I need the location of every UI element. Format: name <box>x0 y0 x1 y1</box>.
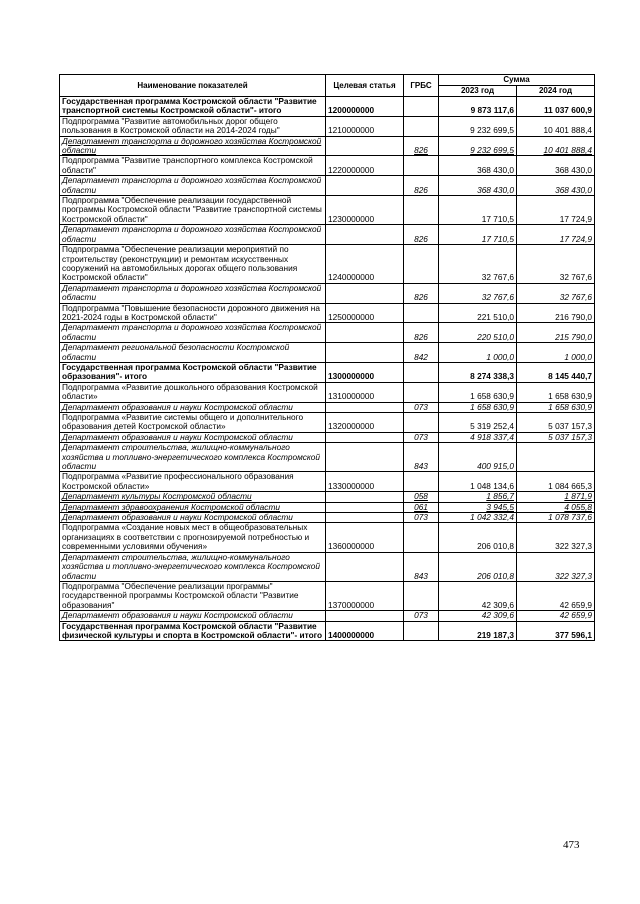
table-header <box>60 75 595 97</box>
row-name-cell: Департамент региональной безопасности Костромской области <box>60 343 326 363</box>
row-name-cell: Департамент транспорта и дорожного хозяйства Костромской области <box>60 136 326 156</box>
row-value-2023-cell: 368 430,0 <box>439 156 517 176</box>
table-row <box>60 225 595 245</box>
row-value-2023-cell: 9 232 699,5 <box>439 116 517 136</box>
row-grbs-cell: 826 <box>404 225 439 245</box>
row-grbs-cell: 842 <box>404 343 439 363</box>
row-code-cell <box>326 402 404 412</box>
row-value-2024-cell: 322 327,3 <box>517 523 595 552</box>
table-row <box>60 382 595 402</box>
budget-table <box>59 74 595 641</box>
table-row <box>60 552 595 581</box>
row-value-2023-cell: 8 274 338,3 <box>439 362 517 382</box>
table-row <box>60 196 595 225</box>
table-row <box>60 402 595 412</box>
table-row <box>60 581 595 610</box>
row-value-2024-cell: 215 790,0 <box>517 323 595 343</box>
row-value-2023-cell: 219 187,3 <box>439 621 517 641</box>
row-name-cell: Департамент образования и науки Костромской области <box>60 432 326 442</box>
row-code-cell <box>326 611 404 621</box>
row-code-cell <box>326 225 404 245</box>
row-value-2024-cell: 5 037 157,3 <box>517 413 595 433</box>
row-grbs-cell: 073 <box>404 432 439 442</box>
row-name-cell: Департамент строительства, жилищно-коммунального хозяйства и топливно-энергетического комплекса Костромской области <box>60 552 326 581</box>
header-code: Целевая статья <box>326 75 404 97</box>
row-grbs-cell <box>404 116 439 136</box>
row-value-2024-cell: 10 401 888,4 <box>517 136 595 156</box>
table-row <box>60 432 595 442</box>
row-value-2023-cell: 32 767,6 <box>439 283 517 303</box>
row-name-cell: Подпрограмма "Развитие транспортного комплекса Костромской области" <box>60 156 326 176</box>
row-name-cell: Подпрограмма «Создание новых мест в общеобразовательных организациях в соответствии с прогнозируемой потребностью и современными условиями обучения» <box>60 523 326 552</box>
table-row <box>60 283 595 303</box>
header-year-2023: 2023 год <box>439 86 517 97</box>
row-code-cell: 1300000000 <box>326 362 404 382</box>
row-value-2023-cell: 9 873 117,6 <box>439 97 517 117</box>
row-grbs-cell: 073 <box>404 513 439 523</box>
row-code-cell <box>326 552 404 581</box>
row-value-2023-cell: 1 658 630,9 <box>439 382 517 402</box>
row-value-2024-cell: 10 401 888,4 <box>517 116 595 136</box>
row-grbs-cell <box>404 382 439 402</box>
table-row <box>60 245 595 284</box>
row-name-cell: Подпрограмма "Обеспечение реализации мероприятий по строительству (реконструкции) и ремонтам искусственных сооружений на автомобильных дорогах общего пользования Костромской области" <box>60 245 326 284</box>
table-row <box>60 413 595 433</box>
row-grbs-cell <box>404 581 439 610</box>
row-value-2024-cell <box>517 443 595 472</box>
row-value-2023-cell: 220 510,0 <box>439 323 517 343</box>
table-row <box>60 443 595 472</box>
row-grbs-cell: 826 <box>404 136 439 156</box>
row-code-cell <box>326 502 404 512</box>
row-code-cell <box>326 443 404 472</box>
row-grbs-cell <box>404 621 439 641</box>
row-value-2024-cell: 42 659,9 <box>517 581 595 610</box>
row-name-cell: Подпрограмма "Развитие автомобильных дорог общего пользования в Костромской области на 2014-2024 годы" <box>60 116 326 136</box>
row-name-cell: Департамент здравоохранения Костромской области <box>60 502 326 512</box>
row-code-cell: 1240000000 <box>326 245 404 284</box>
row-grbs-cell: 843 <box>404 552 439 581</box>
row-value-2023-cell: 42 309,6 <box>439 611 517 621</box>
row-grbs-cell <box>404 196 439 225</box>
row-name-cell: Департамент образования и науки Костромской области <box>60 402 326 412</box>
row-value-2024-cell: 32 767,6 <box>517 245 595 284</box>
row-code-cell <box>326 136 404 156</box>
row-value-2024-cell: 1 658 630,9 <box>517 382 595 402</box>
row-grbs-cell: 843 <box>404 443 439 472</box>
row-name-cell: Департамент образования и науки Костромской области <box>60 611 326 621</box>
row-code-cell: 1220000000 <box>326 156 404 176</box>
row-grbs-cell <box>404 156 439 176</box>
row-code-cell <box>326 323 404 343</box>
row-code-cell <box>326 432 404 442</box>
row-value-2024-cell: 377 596,1 <box>517 621 595 641</box>
row-code-cell <box>326 176 404 196</box>
row-grbs-cell: 826 <box>404 176 439 196</box>
row-value-2024-cell: 368 430,0 <box>517 176 595 196</box>
row-value-2023-cell: 206 010,8 <box>439 523 517 552</box>
row-value-2024-cell: 1 000,0 <box>517 343 595 363</box>
table-row <box>60 611 595 621</box>
row-code-cell: 1370000000 <box>326 581 404 610</box>
row-code-cell <box>326 343 404 363</box>
row-code-cell <box>326 513 404 523</box>
header-year-2024: 2024 год <box>517 86 595 97</box>
row-name-cell: Подпрограмма «Развитие дошкольного образования Костромской области» <box>60 382 326 402</box>
row-value-2024-cell: 42 659,9 <box>517 611 595 621</box>
row-value-2023-cell: 42 309,6 <box>439 581 517 610</box>
table-row <box>60 513 595 523</box>
row-value-2023-cell: 4 918 337,4 <box>439 432 517 442</box>
row-grbs-cell <box>404 97 439 117</box>
table-row <box>60 156 595 176</box>
page-number: 473 <box>563 839 580 851</box>
row-code-cell: 1400000000 <box>326 621 404 641</box>
table-row <box>60 621 595 641</box>
row-value-2023-cell: 17 710,5 <box>439 196 517 225</box>
header-grbs: ГРБС <box>404 75 439 97</box>
row-code-cell: 1360000000 <box>326 523 404 552</box>
table-row <box>60 362 595 382</box>
row-name-cell: Государственная программа Костромской области "Развитие транспортной системы Костромской области"- итого <box>60 97 326 117</box>
row-value-2023-cell: 206 010,8 <box>439 552 517 581</box>
row-value-2023-cell: 1 658 630,9 <box>439 402 517 412</box>
table-row <box>60 523 595 552</box>
row-value-2023-cell: 5 319 252,4 <box>439 413 517 433</box>
table-row <box>60 343 595 363</box>
row-value-2023-cell: 9 232 699,5 <box>439 136 517 156</box>
row-value-2023-cell: 3 945,5 <box>439 502 517 512</box>
row-value-2024-cell: 5 037 157,3 <box>517 432 595 442</box>
row-grbs-cell: 061 <box>404 502 439 512</box>
row-value-2024-cell: 216 790,0 <box>517 303 595 323</box>
row-value-2024-cell: 17 724,9 <box>517 225 595 245</box>
row-grbs-cell: 826 <box>404 283 439 303</box>
row-value-2023-cell: 368 430,0 <box>439 176 517 196</box>
row-value-2023-cell: 1 000,0 <box>439 343 517 363</box>
row-value-2024-cell: 322 327,3 <box>517 552 595 581</box>
row-grbs-cell <box>404 523 439 552</box>
row-name-cell: Департамент образования и науки Костромской области <box>60 513 326 523</box>
row-value-2024-cell: 17 724,9 <box>517 196 595 225</box>
row-code-cell: 1200000000 <box>326 97 404 117</box>
header-name: Наименование показателей <box>60 75 326 97</box>
row-value-2024-cell: 32 767,6 <box>517 283 595 303</box>
row-name-cell: Департамент транспорта и дорожного хозяйства Костромской области <box>60 323 326 343</box>
row-value-2024-cell: 1 078 737,6 <box>517 513 595 523</box>
row-name-cell: Департамент культуры Костромской области <box>60 492 326 502</box>
row-name-cell: Подпрограмма «Развитие профессионального образования Костромской области» <box>60 472 326 492</box>
table-row <box>60 323 595 343</box>
row-grbs-cell: 073 <box>404 402 439 412</box>
table-row <box>60 472 595 492</box>
row-value-2024-cell: 368 430,0 <box>517 156 595 176</box>
row-grbs-cell <box>404 245 439 284</box>
row-grbs-cell <box>404 362 439 382</box>
row-grbs-cell: 058 <box>404 492 439 502</box>
row-grbs-cell: 826 <box>404 323 439 343</box>
row-code-cell <box>326 492 404 502</box>
row-value-2023-cell: 17 710,5 <box>439 225 517 245</box>
row-code-cell: 1230000000 <box>326 196 404 225</box>
row-name-cell: Государственная программа Костромской области "Развитие физической культуры и спорта в Костромской области"- итого <box>60 621 326 641</box>
row-value-2023-cell: 1 856,7 <box>439 492 517 502</box>
row-grbs-cell: 073 <box>404 611 439 621</box>
row-name-cell: Департамент транспорта и дорожного хозяйства Костромской области <box>60 176 326 196</box>
row-value-2024-cell: 11 037 600,9 <box>517 97 595 117</box>
row-name-cell: Подпрограмма "Обеспечение реализации программы" государственной программы Костромской области "Развитие образования" <box>60 581 326 610</box>
row-value-2023-cell: 221 510,0 <box>439 303 517 323</box>
row-name-cell: Подпрограмма «Развитие системы общего и дополнительного образования детей Костромской области» <box>60 413 326 433</box>
table-row <box>60 303 595 323</box>
row-value-2023-cell: 400 915,0 <box>439 443 517 472</box>
row-value-2024-cell: 1 871,9 <box>517 492 595 502</box>
row-value-2024-cell: 1 658 630,9 <box>517 402 595 412</box>
table-row <box>60 176 595 196</box>
row-grbs-cell <box>404 413 439 433</box>
row-code-cell <box>326 283 404 303</box>
row-grbs-cell <box>404 472 439 492</box>
table-row <box>60 492 595 502</box>
row-name-cell: Подпрограмма "Повышение безопасности дорожного движения на 2021-2024 годы в Костромской области" <box>60 303 326 323</box>
row-value-2024-cell: 4 055,8 <box>517 502 595 512</box>
header-sum: Сумма <box>439 75 595 86</box>
row-code-cell: 1250000000 <box>326 303 404 323</box>
row-name-cell: Департамент транспорта и дорожного хозяйства Костромской области <box>60 225 326 245</box>
row-code-cell: 1330000000 <box>326 472 404 492</box>
row-name-cell: Подпрограмма "Обеспечение реализации государственной программы Костромской области "Развитие транспортной системы Костромской области" <box>60 196 326 225</box>
row-value-2023-cell: 1 042 332,4 <box>439 513 517 523</box>
table-row <box>60 97 595 117</box>
row-code-cell: 1210000000 <box>326 116 404 136</box>
row-code-cell: 1310000000 <box>326 382 404 402</box>
row-code-cell: 1320000000 <box>326 413 404 433</box>
row-value-2024-cell: 8 145 440,7 <box>517 362 595 382</box>
table-body <box>60 97 595 641</box>
row-value-2024-cell: 1 084 665,3 <box>517 472 595 492</box>
row-name-cell: Департамент строительства, жилищно-коммунального хозяйства и топливно-энергетического комплекса Костромской области <box>60 443 326 472</box>
table-row <box>60 116 595 136</box>
row-value-2023-cell: 32 767,6 <box>439 245 517 284</box>
row-name-cell: Государственная программа Костромской области "Развитие образования"- итого <box>60 362 326 382</box>
row-value-2023-cell: 1 048 134,6 <box>439 472 517 492</box>
table-row <box>60 502 595 512</box>
table-row <box>60 136 595 156</box>
row-grbs-cell <box>404 303 439 323</box>
row-name-cell: Департамент транспорта и дорожного хозяйства Костромской области <box>60 283 326 303</box>
